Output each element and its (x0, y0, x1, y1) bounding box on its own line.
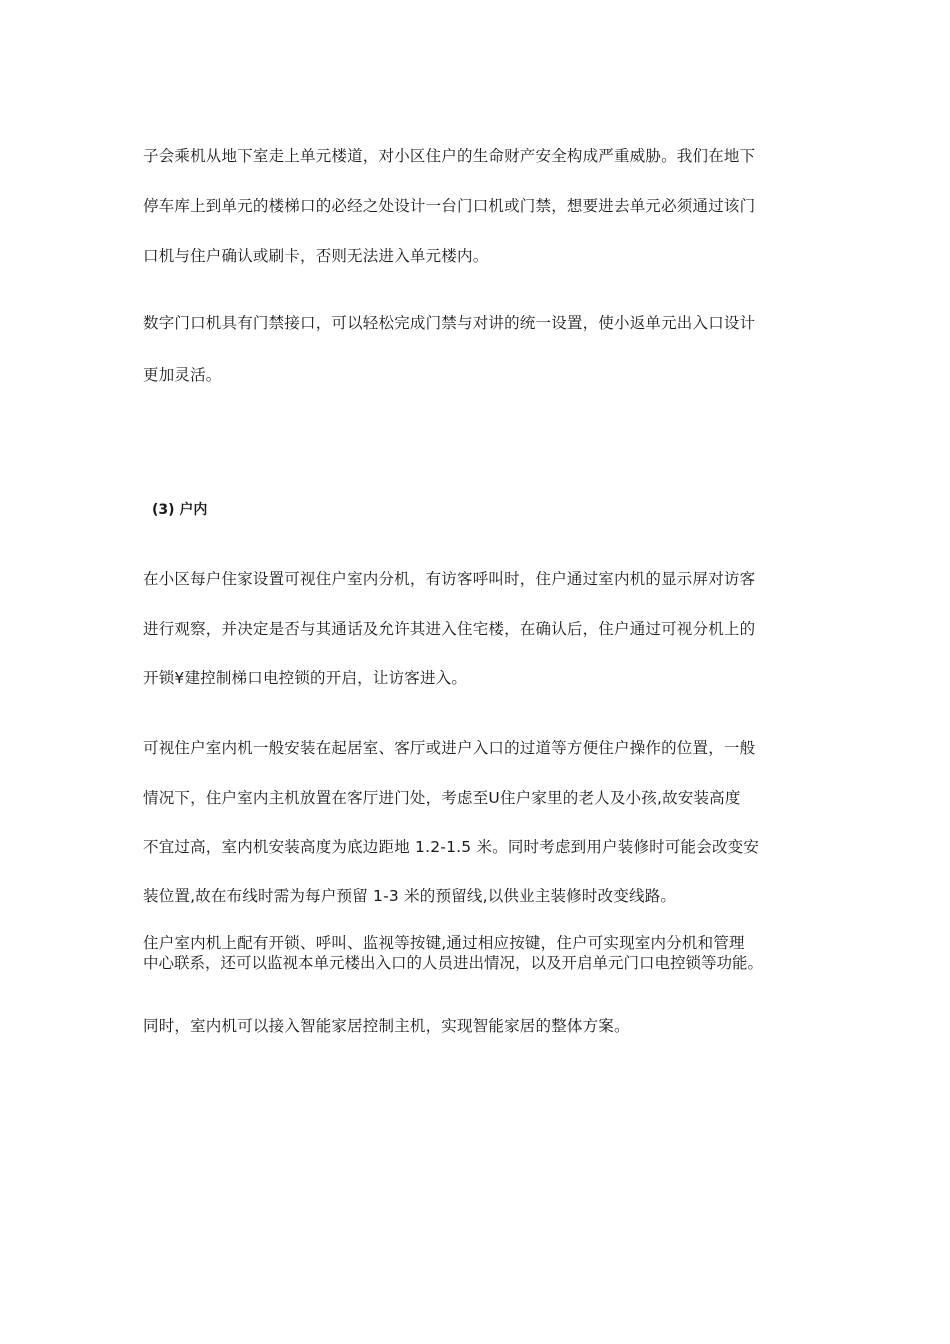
paragraph-1-line-2: 停车库上到单元的楼梯口的必经之处设计一台门口机或门禁，想要进去单元必须通过该门 (143, 197, 756, 215)
paragraph-2-line-1: 数字门口机具有门禁接口，可以轻松完成门禁与对讲的统一设置，使小返单元出入口设计 (143, 314, 756, 332)
paragraph-5-line-2: 中心联系，还可以监视本单元楼出入口的人员进出情况，以及开启单元门口电控锁等功能。 (143, 954, 764, 972)
paragraph-2-line-2: 更加灵活。 (143, 366, 222, 384)
paragraph-4-line-3: 不宜过高，室内机安装高度为底边距地 1.2-1.5 米。同时考虑到用户装修时可能会改变安 (143, 838, 760, 856)
paragraph-4-line-2: 情况下，住户室内主机放置在客厅进门处，考虑至U住户家里的老人及小孩,故安装高度 (143, 789, 741, 807)
paragraph-4-line-4: 装位置,故在布线时需为每户预留 1-3 米的预留线,以供业主装修时改变线路。 (143, 887, 677, 905)
paragraph-4-line-1: 可视住户室内机一般安装在起居室、客厅或进户入口的过道等方便住户操作的位置，一般 (143, 739, 756, 757)
paragraph-1-line-1: 子会乘机从地下室走上单元楼道，对小区住户的生命财产安全构成严重威胁。我们在地下 (143, 147, 756, 165)
paragraph-3-line-3: 开锁¥建控制梯口电控锁的开启，让访客进入。 (143, 669, 468, 687)
paragraph-6-line-1: 同时，室内机可以接入智能家居控制主机，实现智能家居的整体方案。 (143, 1017, 630, 1035)
paragraph-1-line-3: 口机与住户确认或刷卡，否则无法进入单元楼内。 (143, 247, 489, 265)
paragraph-3-line-1: 在小区每户住家设置可视住户室内分机，有访客呼叫时，住户通过室内机的显示屏对访客 (143, 570, 756, 588)
section-heading: (3) 户内 (152, 502, 208, 518)
paragraph-5-line-1: 住户室内机上配有开锁、呼叫、监视等按键,通过相应按键，住户可实现室内分机和管理 (143, 934, 745, 952)
paragraph-3-line-2: 进行观察，并决定是否与其通话及允许其进入住宅楼，在确认后，住户通过可视分机上的 (143, 620, 756, 638)
